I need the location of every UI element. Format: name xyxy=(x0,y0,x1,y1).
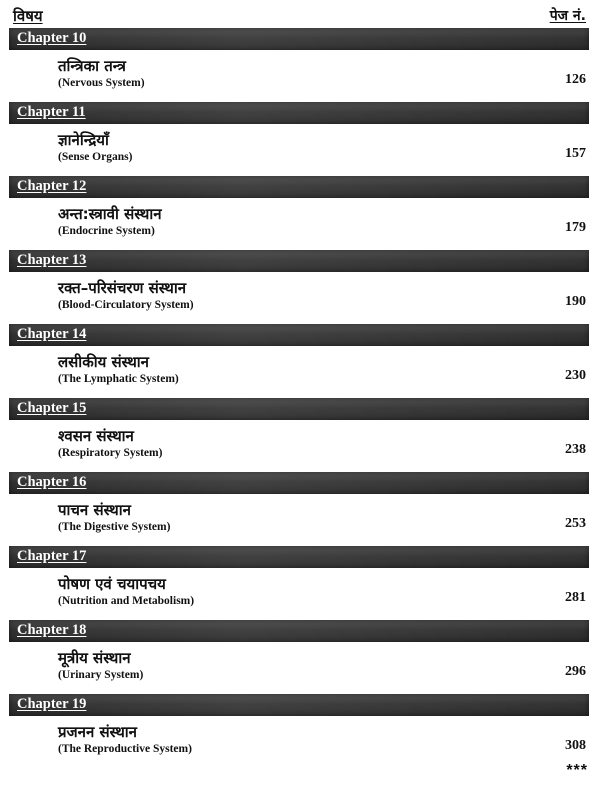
chapter-title-english: (The Reproductive System) xyxy=(58,743,192,755)
chapter-band xyxy=(9,250,589,272)
chapter-page-number: 126 xyxy=(565,72,586,87)
chapter-label: Chapter 18 xyxy=(17,622,87,638)
chapter-page-number: 157 xyxy=(565,146,586,161)
chapter-band xyxy=(9,472,589,494)
chapter-page-number: 281 xyxy=(565,590,586,605)
chapter-title-english: (Urinary System) xyxy=(58,669,144,681)
chapter-label: Chapter 16 xyxy=(17,474,87,490)
end-mark: *** xyxy=(566,762,588,779)
chapter-list xyxy=(0,28,600,768)
chapter-band xyxy=(9,398,589,420)
chapter-entry xyxy=(0,176,600,250)
chapter-title-hindi: पाचन संस्थान xyxy=(58,501,131,519)
chapter-band xyxy=(9,694,589,716)
chapter-band xyxy=(9,324,589,346)
chapter-label: Chapter 11 xyxy=(17,104,86,120)
chapter-label: Chapter 13 xyxy=(17,252,87,268)
chapter-label: Chapter 10 xyxy=(17,30,87,46)
chapter-page-number: 308 xyxy=(565,738,586,753)
chapter-title-hindi: रक्त–परिसंचरण संस्थान xyxy=(58,279,187,297)
chapter-page-number: 238 xyxy=(565,442,586,457)
chapter-label: Chapter 15 xyxy=(17,400,87,416)
chapter-entry xyxy=(0,398,600,472)
chapter-title-hindi: अन्त:स्त्रावी संस्थान xyxy=(58,205,162,223)
page-number-heading: पेज नं. xyxy=(549,8,586,24)
chapter-title-english: (Endocrine System) xyxy=(58,225,155,237)
chapter-band xyxy=(9,620,589,642)
chapter-entry xyxy=(0,472,600,546)
chapter-title-hindi: प्रजनन संस्थान xyxy=(58,723,138,741)
chapter-entry xyxy=(0,250,600,324)
chapter-band xyxy=(9,176,589,198)
chapter-page-number: 179 xyxy=(565,220,586,235)
chapter-entry xyxy=(0,694,600,768)
chapter-title-english: (Nutrition and Metabolism) xyxy=(58,595,195,607)
chapter-title-hindi: पोषण एवं चयापचय xyxy=(58,575,166,593)
chapter-page-number: 230 xyxy=(565,368,586,383)
chapter-entry xyxy=(0,620,600,694)
chapter-band xyxy=(9,102,589,124)
chapter-label: Chapter 14 xyxy=(17,326,87,342)
chapter-label: Chapter 19 xyxy=(17,696,87,712)
chapter-title-english: (Sense Organs) xyxy=(58,151,133,163)
chapter-band xyxy=(9,28,589,50)
chapter-title-english: (Respiratory System) xyxy=(58,447,163,459)
chapter-entry xyxy=(0,546,600,620)
chapter-title-hindi: ज्ञानेन्द्रियाँ xyxy=(58,131,109,149)
chapter-title-hindi: तन्त्रिका तन्त्र xyxy=(58,57,126,75)
chapter-title-hindi: लसीकीय संस्थान xyxy=(58,353,149,371)
chapter-page-number: 190 xyxy=(565,294,586,309)
chapter-label: Chapter 17 xyxy=(17,548,87,564)
chapter-entry xyxy=(0,28,600,102)
chapter-label: Chapter 12 xyxy=(17,178,87,194)
chapter-page-number: 296 xyxy=(565,664,586,679)
chapter-title-english: (The Digestive System) xyxy=(58,521,171,533)
chapter-page-number: 253 xyxy=(565,516,586,531)
chapter-entry xyxy=(0,102,600,176)
chapter-entry xyxy=(0,324,600,398)
chapter-title-hindi: श्वसन संस्थान xyxy=(58,427,134,445)
chapter-title-hindi: मूत्रीय संस्थान xyxy=(58,649,131,667)
chapter-band xyxy=(9,546,589,568)
chapter-title-english: (Nervous System) xyxy=(58,77,145,89)
chapter-title-english: (Blood-Circulatory System) xyxy=(58,299,194,311)
chapter-title-english: (The Lymphatic System) xyxy=(58,373,179,385)
subject-heading: विषय xyxy=(13,7,43,25)
